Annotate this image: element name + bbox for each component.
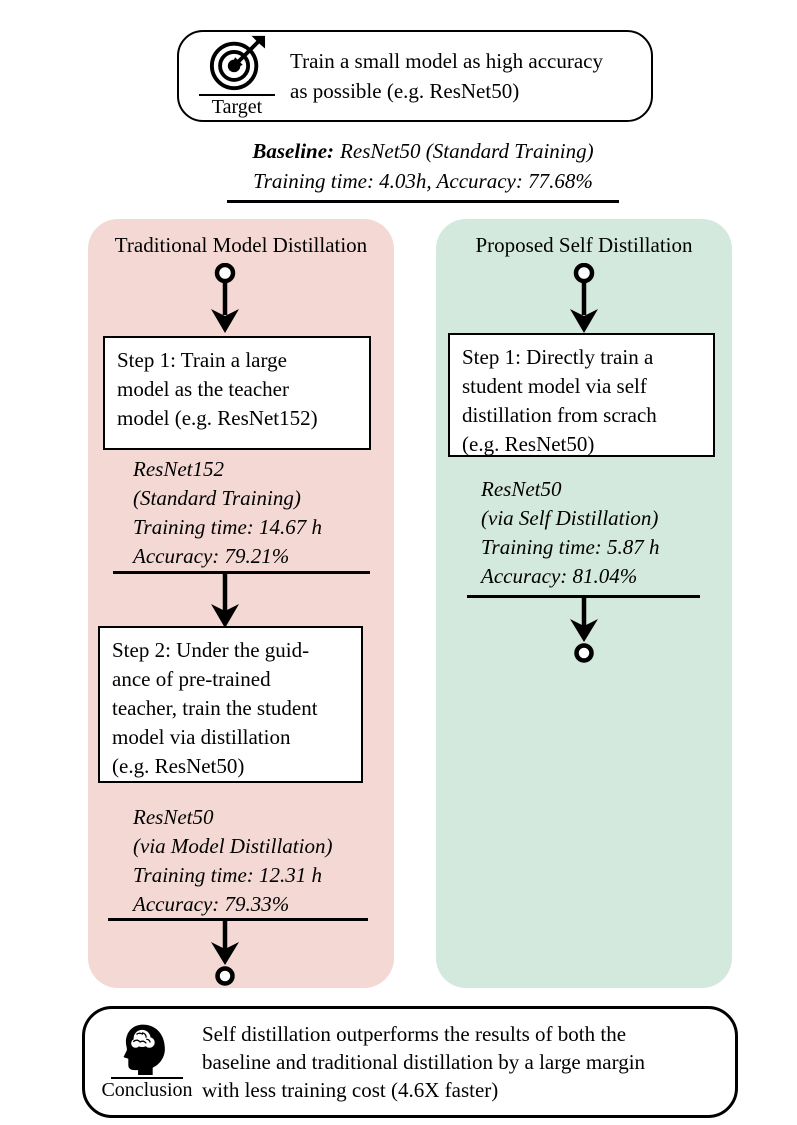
conclusion-badge-label: Conclusion	[101, 1079, 193, 1102]
step-text-line: student model via self	[462, 374, 647, 398]
target-text	[290, 46, 603, 106]
step-text-line: Step 1: Directly train a	[462, 345, 654, 369]
target-text-line: Train a small model as high accuracy	[290, 49, 603, 73]
stats-line: ResNet50	[133, 805, 214, 829]
baseline-line2: Training time: 4.03h, Accuracy: 77.68%	[253, 169, 593, 193]
resnet152-stats	[133, 455, 322, 571]
target-callout-box	[177, 30, 653, 122]
step-text-line: (e.g. ResNet50)	[112, 754, 245, 778]
stats-line: Training time: 5.87 h	[481, 535, 660, 559]
baseline-stats	[128, 136, 718, 203]
self-step1-box	[448, 333, 715, 457]
conclusion-badge	[101, 1023, 193, 1102]
target-icon	[208, 34, 266, 92]
step-text-line: model as the teacher	[117, 377, 289, 401]
step-text-line: Step 2: Under the guid-	[112, 638, 310, 662]
target-badge-label: Target	[211, 96, 263, 119]
step-text-line: model (e.g. ResNet152)	[117, 406, 318, 430]
step-text-line: ance of pre-trained	[112, 667, 271, 691]
step-text-line: model via distillation	[112, 725, 291, 749]
conclusion-text-line: with less training cost (4.6X faster)	[202, 1078, 499, 1102]
stats-line: Training time: 12.31 h	[133, 863, 323, 887]
brain-head-icon	[121, 1023, 173, 1075]
step-text-line: Step 1: Train a large	[117, 348, 287, 372]
conclusion-callout-box	[82, 1006, 738, 1118]
baseline-label: Baseline:	[252, 139, 335, 163]
stats-line: (via Model Distillation)	[133, 834, 333, 858]
traditional-panel-title: Traditional Model Distillation	[114, 233, 368, 257]
step-text-line: distillation from scrach	[462, 403, 657, 427]
baseline-model: ResNet50 (Standard Training)	[340, 139, 594, 163]
conclusion-text	[202, 1020, 645, 1104]
stats-line: Accuracy: 79.21%	[133, 544, 290, 568]
stats-line: (Standard Training)	[133, 486, 301, 510]
start-connector-icon	[562, 263, 606, 335]
resnet50-model-distillation-stats	[133, 803, 332, 919]
traditional-step2-box	[98, 626, 363, 783]
baseline-underline	[227, 200, 619, 203]
stats-line: ResNet50	[481, 477, 562, 501]
target-badge	[197, 34, 277, 119]
baseline-line1	[128, 136, 718, 166]
resnet50-self-distillation-stats	[481, 475, 660, 591]
flow-arrow-icon	[203, 573, 247, 629]
step-text-line: teacher, train the student	[112, 696, 318, 720]
stats-line: (via Self Distillation)	[481, 506, 659, 530]
start-connector-icon	[203, 263, 247, 335]
traditional-distillation-panel	[88, 219, 394, 988]
stats-line: ResNet152	[133, 457, 224, 481]
stats-line: Training time: 14.67 h	[133, 515, 323, 539]
conclusion-text-line: baseline and traditional distillation by a large margin	[202, 1050, 646, 1074]
self-distillation-panel	[436, 219, 732, 988]
traditional-step1-box	[103, 336, 371, 450]
step-text-line: (e.g. ResNet50)	[462, 432, 595, 456]
self-panel-title: Proposed Self Distillation	[475, 233, 693, 257]
conclusion-text-line: Self distillation outperforms the results of both the	[202, 1022, 627, 1046]
target-text-line: as possible (e.g. ResNet50)	[290, 79, 520, 103]
end-connector-icon	[562, 596, 606, 664]
stats-line: Accuracy: 79.33%	[133, 892, 290, 916]
end-connector-icon	[203, 919, 247, 987]
stats-line: Accuracy: 81.04%	[481, 564, 638, 588]
